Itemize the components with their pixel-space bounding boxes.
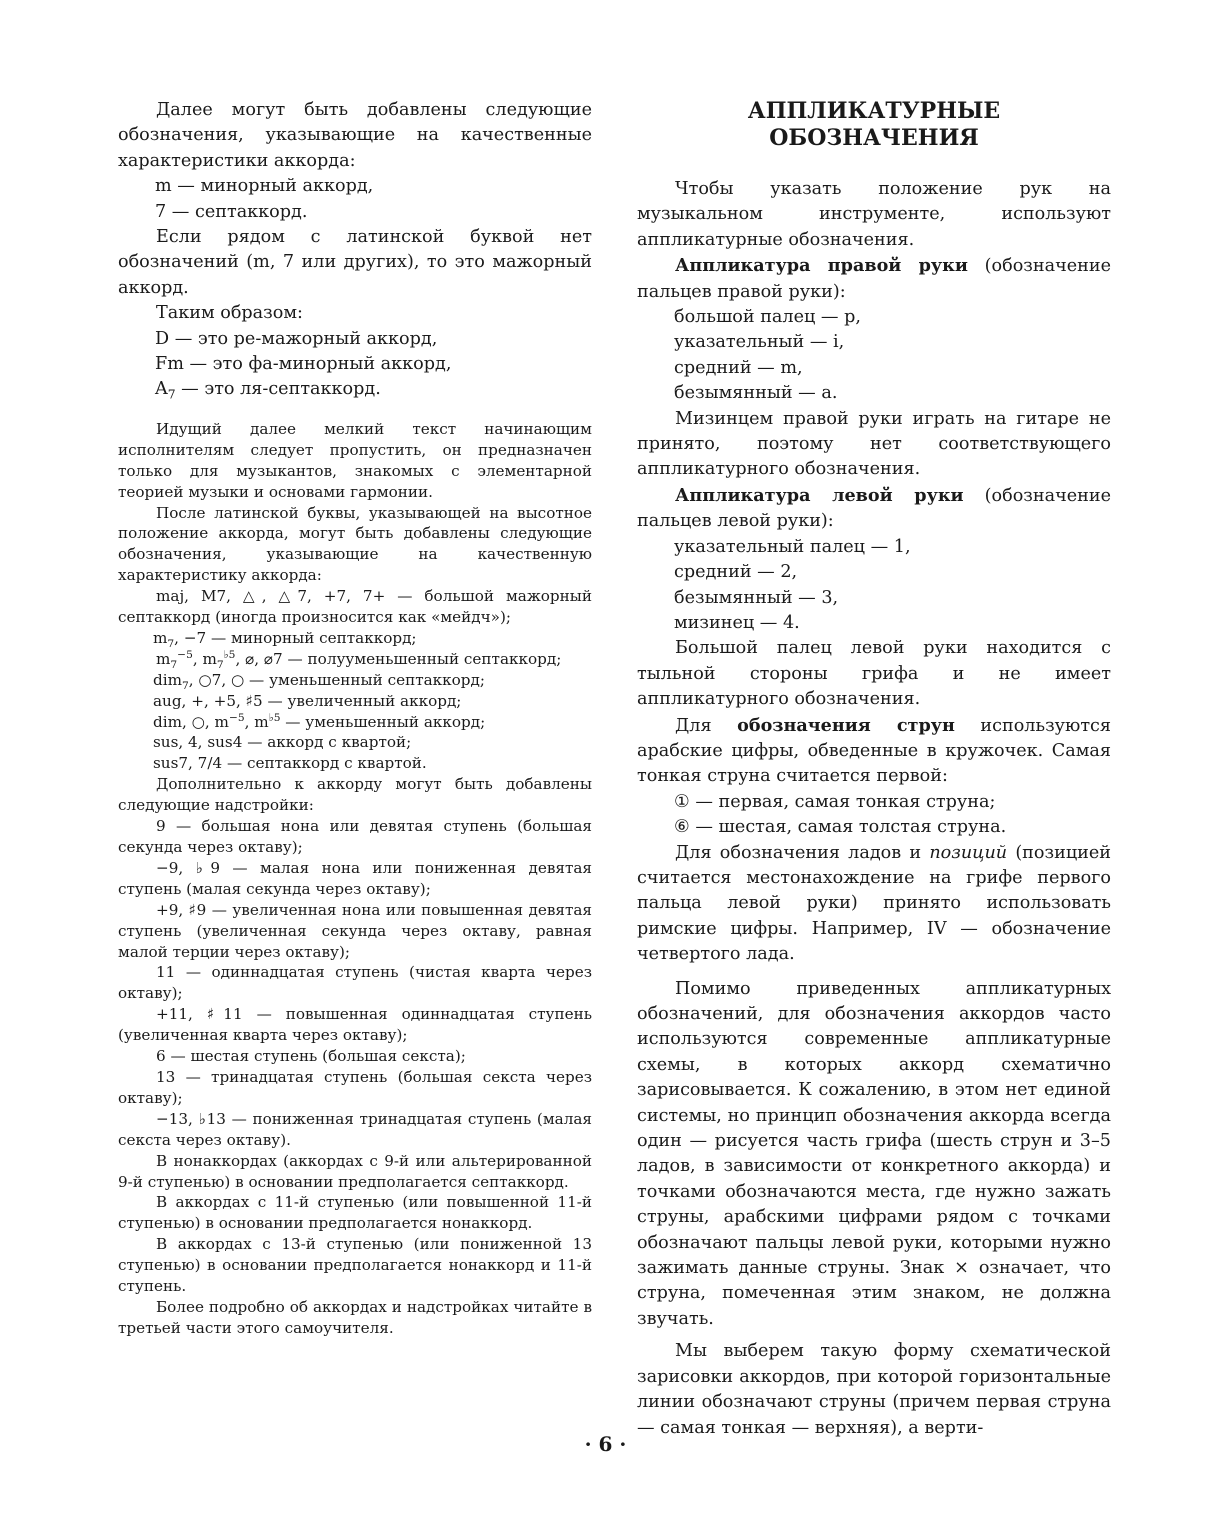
extension-line: −13, ♭13 — пониженная тринадцатая ступень (малая секста через октаву). <box>118 1109 592 1149</box>
paragraph-text: Для обозначения ладов и <box>675 842 930 863</box>
chord-line <box>118 670 592 691</box>
extension-line: −9, ♭9 — малая нона или пониженная девятая ступень (малая секунда через октаву); <box>118 858 592 898</box>
paragraph-text: используются арабские цифры, обведенные в кружочек. Самая тонкая струна считается первой: <box>637 715 1112 787</box>
small-note: Идущий далее мелкий текст начинающим исполнителям следует пропустить, он предназначен только для музыкантов, знакомых с элементарной теорией музыки и основами гармонии. <box>118 419 592 501</box>
small-paragraph: В аккордах с 11-й ступенью (или повышенной 11-й ступенью) в основании предполагается нонаккорд. <box>118 1193 592 1233</box>
paragraph: Чтобы указать положение рук на музыкальном инструменте, используют аппликатурные обозначения. <box>637 179 1111 250</box>
bold-term: Аппликатура правой руки <box>675 255 968 277</box>
extension-line: +9, ♯9 — увеличенная нона или повышенная девятая ступень (увеличенная секунда через октаву, равная малой терции через октаву); <box>118 900 592 961</box>
paragraph-text: (обозначение пальцев левой руки): <box>637 485 1111 532</box>
page-number: · 6 · <box>584 1432 627 1456</box>
paragraph: Мизинцем правой руки играть на гитаре не принято, поэтому нет соответствующего аппликатурного обозначения. <box>637 408 1111 480</box>
left-column <box>118 98 592 1339</box>
paragraph: Таким образом: <box>156 303 303 324</box>
list-item: мизинец — 4. <box>674 612 800 633</box>
paragraph <box>637 483 1111 535</box>
list-item: безымянный — 3, <box>674 587 839 608</box>
extension-line: 6 — шестая ступень (большая секста); <box>156 1047 466 1066</box>
paragraph-text: (позицией считается местонахождение на грифе первого пальца левой руки) принято использовать римские цифры. Например, IV — обозначение четвертого лада. <box>637 842 1111 965</box>
small-paragraph: В нонаккордах (аккордах с 9-й или альтерированной 9-й ступенью) в основании предполагается септаккорд. <box>118 1151 592 1191</box>
list-item: 7 — септаккорд. <box>155 201 308 222</box>
paragraph: Если рядом с латинской буквой нет обозначений (m, 7 или других), то это мажорный аккорд. <box>118 227 592 298</box>
list-item: большой палец — p, <box>674 307 861 328</box>
chord-text: dim <box>153 670 182 689</box>
paragraph: Большой палец левой руки находится с тыльной стороны грифа и не имеет аппликатурного обозначения. <box>637 638 1111 710</box>
example-text: — это ля-септаккорд. <box>175 379 381 400</box>
chord-line: maj, M7, △, △7, +7, 7+ — большой мажорный септаккорд (иногда произносится как «мейдч»); <box>118 587 592 627</box>
italic-term: позиций <box>929 842 1008 863</box>
extension-line: 13 — тринадцатая ступень (большая секста через октаву); <box>118 1067 592 1107</box>
small-paragraph: В аккордах с 13-й ступенью (или пониженной 13 ступенью) в основании предполагается нонаккорд и 11-й ступень. <box>118 1235 592 1296</box>
chord-line: sus, 4, sus4 — аккорд с квартой; <box>153 733 412 752</box>
section-heading <box>637 98 1111 152</box>
chord-subscript: 7 <box>181 678 189 692</box>
list-item: m — минорный аккорд, <box>155 176 374 197</box>
small-paragraph: Дополнительно к аккорду могут быть добавлены следующие надстройки: <box>118 775 592 815</box>
list-item: указательный — i, <box>674 332 845 353</box>
small-paragraph: После латинской буквы, указывающей на высотное положение аккорда, могут быть добавлены следующие обозначения, указывающие на качественную характеристику аккорда: <box>118 503 592 585</box>
chord-text: , m <box>192 649 217 668</box>
small-paragraph: Более подробно об аккордах и надстройках читайте в третьей части этого самоучителя. <box>118 1297 592 1337</box>
example-line <box>118 377 592 402</box>
paragraph <box>637 841 1111 968</box>
heading-line: ОБОЗНАЧЕНИЯ <box>769 125 979 151</box>
paragraph <box>637 713 1111 790</box>
list-item: ① — первая, самая тонкая струна; <box>674 791 996 812</box>
chord-line <box>118 712 592 733</box>
list-item: средний — 2, <box>674 562 798 583</box>
heading-line: АППЛИКАТУРНЫЕ <box>747 98 1001 124</box>
extension-line: 11 — одиннадцатая ступень (чистая кварта через октаву); <box>118 963 592 1003</box>
chord-subscript: 7 <box>216 657 224 671</box>
intro-paragraph: Далее могут быть добавлены следующие обозначения, указывающие на качественные характеристики аккорда: <box>118 100 592 171</box>
chord-line <box>118 628 592 649</box>
chord-line: aug, +, +5, ♯5 — увеличенный аккорд; <box>153 691 462 710</box>
chord-text: m <box>156 649 171 668</box>
list-item: средний — m, <box>674 357 803 378</box>
chord-subscript: 7 <box>170 657 178 671</box>
chord-subscript: 7 <box>167 636 175 650</box>
example-line: Fm — это фа-минорный аккорд, <box>155 354 452 375</box>
chord-subscript: 7 <box>167 387 176 402</box>
chord-text: , m <box>244 712 269 731</box>
paragraph <box>637 253 1111 305</box>
chord-letter: A <box>155 379 168 400</box>
list-item: ⑥ — шестая, самая толстая струна. <box>674 817 1007 838</box>
paragraph-text: Для <box>675 715 738 736</box>
chord-line <box>118 649 592 670</box>
list-item: безымянный — a. <box>674 383 838 404</box>
chord-superscript: −5 <box>228 710 245 724</box>
chord-text: dim, ○, m <box>153 712 229 731</box>
paragraph-text: (обозначение пальцев правой руки): <box>637 256 1111 302</box>
list-item: указательный палец — 1, <box>674 536 911 557</box>
chord-text: , ○7, ○ — уменьшенный септаккорд; <box>188 670 485 689</box>
bold-term: обозначения струн <box>737 714 955 736</box>
paragraph: Помимо приведенных аппликатурных обозначений, для обозначения аккордов часто используются современные аппликатурные схемы, в которых аккорд схематично зарисовывается. К сожалению, в этом нет единой системы, но принцип обозначения аккорда всегда один — рисуется часть грифа (шесть струн и 3–5 ладов, в зависимости от конкретного аккорда) и точками обозначаются места, где нужно зажать струны, арабскими цифрами рядом с точками обозначают пальцы левой руки, которыми нужно зажимать данные струны. Знак × означает, что струна, помеченная этим знаком, не должна звучать. <box>637 978 1111 1329</box>
extension-line: +11, ♯11 — повышенная одиннадцатая ступень (увеличенная кварта через октаву); <box>118 1005 592 1045</box>
chord-line: sus7, 7/4 — септаккорд с квартой. <box>153 754 427 773</box>
chord-text: , ⌀, ⌀7 — полууменьшенный септаккорд; <box>235 649 562 668</box>
extension-line: 9 — большая нона или девятая ступень (большая секунда через октаву); <box>118 817 592 856</box>
chord-superscript: ♭5 <box>268 710 281 724</box>
chord-text: — уменьшенный аккорд; <box>280 712 486 731</box>
chord-text: , −7 — минорный септаккорд; <box>174 628 417 647</box>
right-column <box>637 98 1111 1441</box>
chord-text: m <box>153 628 168 647</box>
bold-term: Аппликатура левой руки <box>675 484 964 506</box>
example-line: D — это ре-мажорный аккорд, <box>155 328 438 349</box>
paragraph: Мы выберем такую форму схематической зарисовки аккордов, при которой горизонтальные линии обозначают струны (причем первая струна — самая тонкая — верхняя), а верти- <box>637 1341 1111 1438</box>
chord-superscript: −5 <box>177 647 193 661</box>
chord-superscript: ♭5 <box>223 647 236 661</box>
